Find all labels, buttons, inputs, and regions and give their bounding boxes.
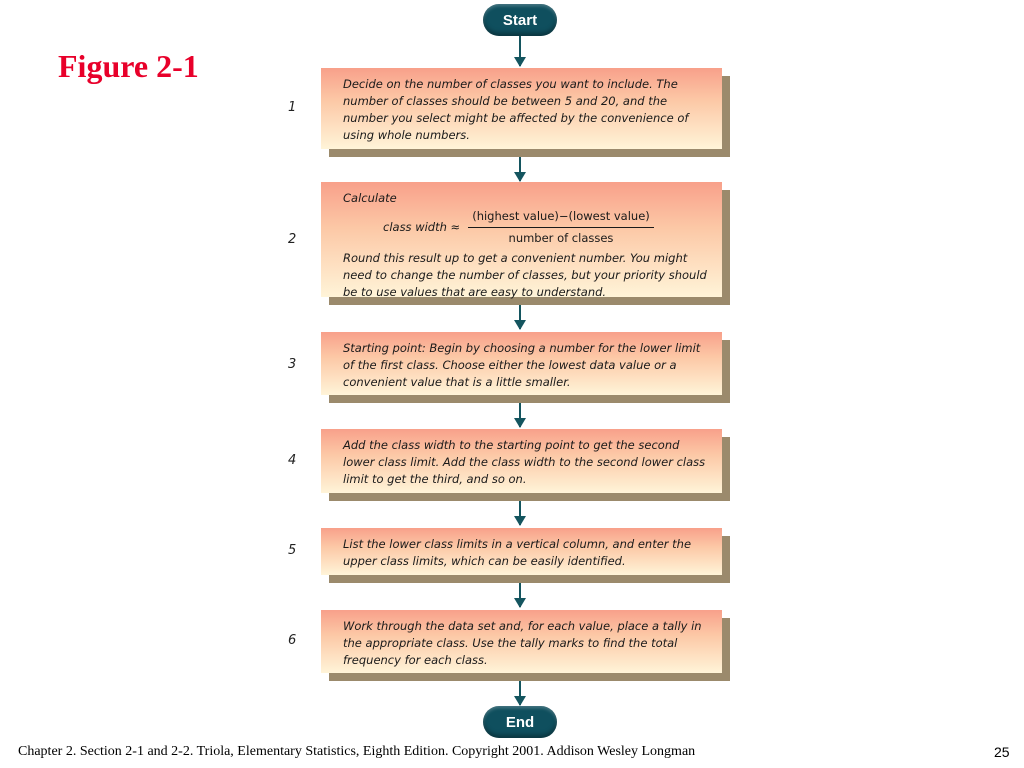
step-box [321,528,722,575]
page-number: 25 [994,744,1010,760]
step-text: Work through the data set and, for each value, place a tally in the appropriate class. Use the tally marks to find the total frequency for each class. [343,619,702,667]
flow-arrow [519,157,521,181]
formula-denominator: number of classes [508,231,614,245]
step-number: 4 [288,453,297,468]
step-box [321,332,722,395]
footer-citation: Chapter 2. Section 2-1 and 2-2. Triola, Elementary Statistics, Eighth Edition. Copyright 2001. Addison Wesley Longman [18,744,696,759]
step-text: List the lower class limits in a vertical column, and enter the upper class limits, which can be easily identified. [343,537,692,568]
flow-arrow [519,403,521,427]
step-number: 5 [288,543,297,558]
step-number: 3 [288,357,297,372]
end-label: End [505,713,535,731]
formula-fraction [468,208,654,247]
flow-arrow [519,36,521,66]
step-box [321,429,722,493]
step-box [321,68,722,149]
formula-numerator: (highest value)−(lowest value) [468,208,654,228]
end-terminal [483,706,557,738]
flow-arrow [519,681,521,705]
step-number: 2 [288,232,297,247]
step-box [321,182,722,297]
start-terminal [483,4,557,36]
formula-label: class width ≈ [383,220,461,234]
start-label: Start [502,11,538,29]
step-text: Round this result up to get a convenient number. You might need to change the number of classes, but your priority should be to use values that are easy to understand. [343,251,707,299]
flow-arrow [519,305,521,329]
step-text: Add the class width to the starting point to get the second lower class limit. Add the class width to the second lower class limit to get the third, and so on. [343,438,706,486]
step-number: 6 [288,633,297,648]
step-intro: Calculate [343,191,397,205]
flow-arrow [519,583,521,607]
step-number: 1 [288,100,297,115]
figure-title: Figure 2-1 [58,48,199,84]
step-text: Decide on the number of classes you want to include. The number of classes should be between 5 and 20, and the number you select might be affected by the convenience of using whole numbers. [343,77,689,142]
step-text: Starting point: Begin by choosing a number for the lower limit of the first class. Choose either the lowest data value or a convenient value that is a little smaller. [343,341,701,389]
step-box [321,610,722,673]
class-width-formula [383,208,710,247]
flow-arrow [519,501,521,525]
